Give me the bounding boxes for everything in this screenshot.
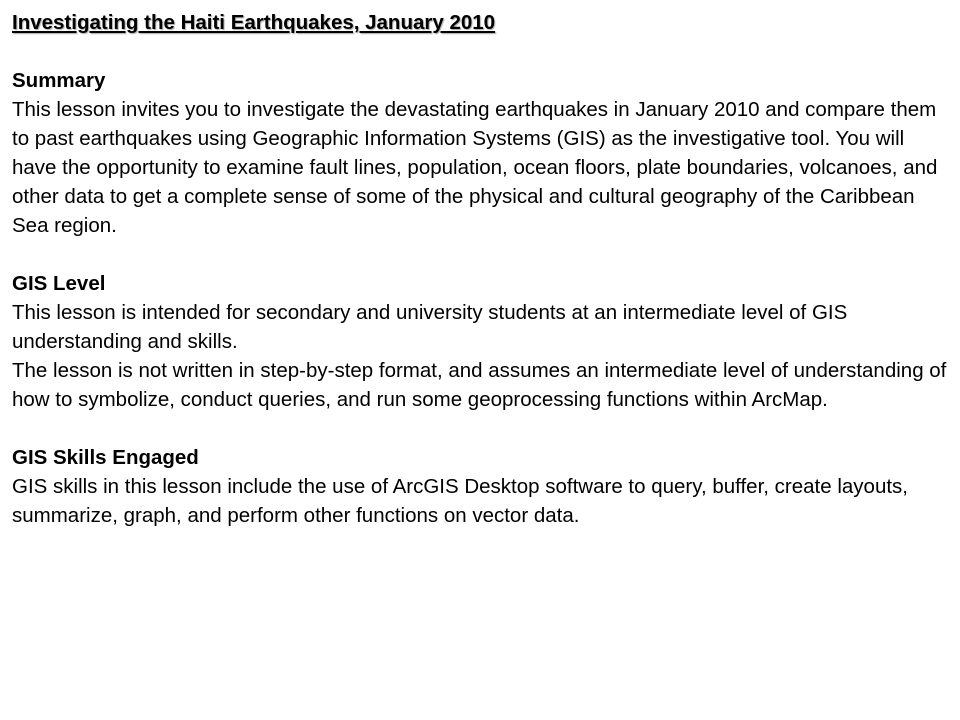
gis-skills-paragraph: GIS skills in this lesson include the use of ArcGIS Desktop software to query, buffer, create layouts, summarize, graph, and perform other functions on vector data. [12, 475, 908, 527]
section-gis-level [12, 269, 948, 414]
document-slide [12, 8, 948, 530]
section-heading-gis-level: GIS Level [12, 272, 106, 295]
section-heading-summary: Summary [12, 69, 106, 92]
section-gis-skills [12, 443, 948, 530]
gis-level-paragraph-1: This lesson is intended for secondary and university students at an intermediate level of GIS understanding and skills. [12, 301, 848, 353]
document-title: Investigating the Haiti Earthquakes, January 2010 [12, 11, 496, 34]
summary-paragraph: This lesson invites you to investigate the devastating earthquakes in January 2010 and compare them to past earthquakes using Geographic Information Systems (GIS) as the investigative tool. You will have the opportunity to examine fault lines, population, ocean floors, plate boundaries, volcanoes, and other data to get a complete sense of some of the physical and cultural geography of the Caribbean Sea region. [12, 98, 938, 237]
gis-level-paragraph-2: The lesson is not written in step-by-step format, and assumes an intermediate level of understanding of how to symbolize, conduct queries, and run some geoprocessing functions within ArcMap. [12, 359, 947, 411]
section-heading-gis-skills: GIS Skills Engaged [12, 446, 199, 469]
section-summary [12, 66, 948, 240]
